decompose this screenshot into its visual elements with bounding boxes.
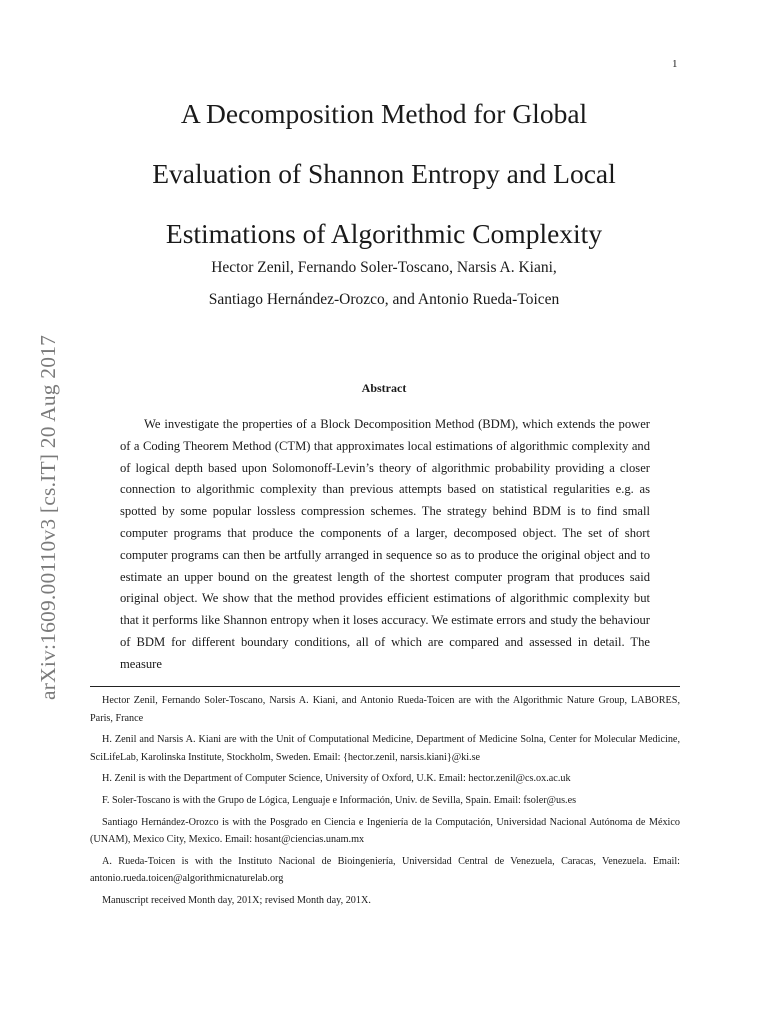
arxiv-identifier bbox=[6, 280, 66, 700]
footnotes bbox=[90, 692, 680, 914]
footnote-affiliation: H. Zenil and Narsis A. Kiani are with the Unit of Computational Medicine, Department of Medicine Solna, Center for Molecular Medicine, SciLifeLab, Karolinska Institute, Stockholm, Sweden. Email: {hector.zenil, narsis.kiani}@ki.se bbox=[90, 734, 680, 763]
footnote-affiliation: Hector Zenil, Fernando Soler-Toscano, Narsis A. Kiani, and Antonio Rueda-Toicen are with the Algorithmic Nature Group, LABORES, Paris, France bbox=[90, 695, 680, 724]
title-line: Estimations of Algorithmic Complexity bbox=[165, 218, 603, 249]
author-line: Santiago Hernández-Orozco, and Antonio Rueda-Toicen bbox=[208, 291, 560, 308]
arxiv-identifier-text: arXiv:1609.00110v3 [cs.IT] 20 Aug 2017 bbox=[36, 334, 60, 700]
abstract-text: We investigate the properties of a Block Decomposition Method (BDM), which extends the power of a Coding Theorem Method (CTM) that approximates local estimations of algorithmic complexity and of logical depth based upon Solomonoff-Levin’s theory of algorithmic probability providing a closer connection to algorithmic complexity than previous attempts based on statistical regularities e.g. as spotted by some popular lossless compression schemes. The strategy behind BDM is to find small computer programs that produce the components of a larger, decomposed object. The set of short computer programs can then be artfully arranged in sequence so as to produce the original object and to estimate an upper bound on the greatest length of the shortest computer program that produces said original object. We show that the method provides efficient estimations of algorithmic complexity but that it performs like Shannon entropy when it loses accuracy. We estimate errors and study the behaviour of BDM for different boundary conditions, all of which are compared and assessed in detail. The measure bbox=[120, 417, 650, 671]
footnote-affiliation: F. Soler-Toscano is with the Grupo de Lógica, Lenguaje e Información, Univ. de Sevilla, Spain. Email: fsoler@us.es bbox=[102, 795, 577, 807]
footnote-affiliation: A. Rueda-Toicen is with the Instituto Nacional de Bioingeniería, Universidad Central de Venezuela, Caracas, Venezuela. Email: antonio.rueda.toicen@algorithmicnaturelab.org bbox=[90, 855, 680, 885]
author-line: Hector Zenil, Fernando Soler-Toscano, Narsis A. Kiani, bbox=[211, 259, 557, 276]
paper-title bbox=[90, 84, 678, 264]
abstract-heading: Abstract bbox=[361, 381, 407, 395]
footnote-manuscript-date: Manuscript received Month day, 201X; revised Month day, 201X. bbox=[102, 895, 371, 907]
title-line: A Decomposition Method for Global bbox=[180, 98, 588, 129]
footnote-affiliation: Santiago Hernández-Orozco is with the Posgrado en Ciencia e Ingeniería de la Computación, Universidad Nacional Autónoma de México (UNAM), Mexico City, Mexico. Email: hosant@ciencias.unam.mx bbox=[90, 816, 680, 846]
footnote-divider bbox=[90, 686, 680, 687]
abstract-section bbox=[116, 414, 656, 674]
title-line: Evaluation of Shannon Entropy and Local bbox=[152, 158, 616, 189]
page-number: 1 bbox=[672, 58, 678, 70]
author-list bbox=[90, 252, 678, 316]
footnote-affiliation: H. Zenil is with the Department of Computer Science, University of Oxford, U.K. Email: hector.zenil@cs.ox.ac.uk bbox=[102, 773, 571, 785]
